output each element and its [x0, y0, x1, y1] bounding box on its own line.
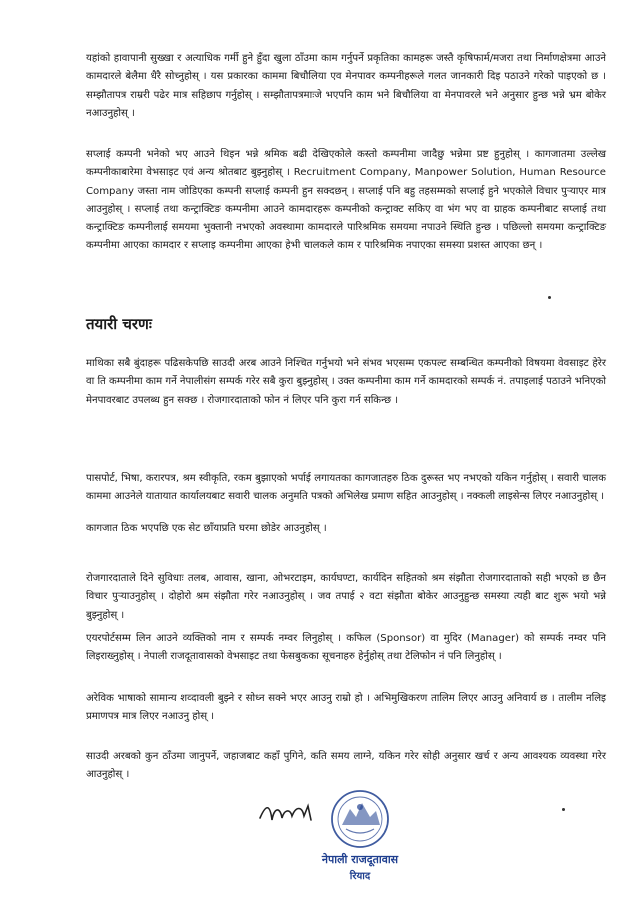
paragraph-documents: पासपोर्ट, भिषा, करारपत्र, श्रम स्वीकृति, रकम बुझाएको भर्पाई लगायतका कागजातहरु ठिक दुरूस्त भए नभएको यकिन गर्नुहोस् । सवारी चालक काममा आउनेले यातायात कार्यालयबाट सवारी चालक अनुमति पत्रको अभिलेख प्रमाण सहित आउनुहोस् । नक्कली लाइसेन्स लिएर नआउनुहोस् ।	[86, 473, 606, 503]
paragraph-supply-company: सप्लाई कम्पनी भनेको भए आउने थिइन भन्ने श्रमिक बढी देखिएकोले कस्तो कम्पनीमा जादैछु भन्नेमा प्रष्ट हुनुहोस् । कागजातमा उल्लेख कम्पनीकाबारेमा वेभसाइट एवं अन्य श्रोतबाट बुझ्नुहोस् । Recruitment Company, Manpower Solution, Human Resource Company जस्ता नाम जोडिएका कम्पनी सप्लाई कम्पनी हुन सक्दछन् । सप्लाई पनि बहु तहसम्मको सप्लाई हुने भएकोले विचार पुऱ्याएर मात्र आउनुहोस् । सप्लाई तथा कन्ट्राक्टिङ कम्पनीमा आउने कामदारहरू कम्पनीको कन्ट्राक्ट सकिए वा भंग भए वा ग्राहक कम्पनीबाट सप्लाई तथा कन्ट्राक्टिङ कम्पनीलाई समयमा भुक्तानी नभएको अवस्थामा कामदारले पारिश्रमिक समयमा नपाउने स्थिति हुन्छ । पछिल्लो समयमा कन्ट्राक्टिङ कम्पनीमा आएका कामदार र सप्लाइ कम्पनीमा आएका हेभी चालकले काम र पारिश्रमिक नपाएका समस्या प्रशस्त आएका छन् ।	[86, 149, 606, 252]
paragraph-research-company: माथिका सबै बुंदाहरू पढिसकेपछि साउदी अरब आउने निश्चित गर्नुभयो भने संभव भएसम्म एकपल्ट सम्बन्धित कम्पनीको विषयमा वेवसाइट हेरेर वा ति कम्पनीमा काम गर्ने नेपालीसंग सम्पर्क गरेर सबै कुरा बुझ्नुहोस् । उक्त कम्पनीमा काम गर्ने कामदारको सम्पर्क नं. तपाइलाई पठाउने भनिएको मेनपावरबाट उपलब्ध हुन सक्छ । रोजगारदाताको फोन नं लिएर पनि कुरा गर्न सकिन्छ ।	[86, 358, 606, 406]
seal-text-line1: नेपाली राजदूतावास	[321, 853, 399, 866]
seal-text-line2: रियाद	[349, 871, 371, 882]
embassy-seal	[312, 785, 422, 895]
paragraph-arabic-training: अरेविक भाषाको सामान्य शव्दावली बुझ्ने र सोध्न सक्ने भएर आउनु राम्रो हो । अभिमुखिकरण तालिम लिएर आउनु अनिवार्य छ । तालीम नलिइ प्रमाणपत्र मात्र लिएर नआउनु होस् ।	[86, 693, 606, 723]
stray-mark	[562, 808, 565, 811]
paragraph-photocopy: कागजात ठिक भएपछि एक सेट छाँयाप्रति घरमा छोडेर आउनुहोस् ।	[86, 523, 327, 534]
paragraph-travel-arrangements: साउदी अरबको कुन ठाँउमा जानुपर्ने, जहाजबाट कहाँ पुगिने, कति समय लाग्ने, यकिन गरेर सोही अनुसार खर्च र अन्य आवश्यक व्यवस्था गरेर आउनुहोस् ।	[86, 751, 606, 781]
paragraph-contacts: एयरपोर्टसम्म लिन आउने व्यक्तिको नाम र सम्पर्क नम्वर लिनुहोस् । कफिल (Sponsor) वा मुदिर (Manager) को सम्पर्क नम्वर पनि लिइराख्नुहोस् । नेपाली राजदूतावासको वेभसाइट तथा फेसबुकका सूचनाहरु हेर्नुहोस् तथा टेलिफोन नं पनि लिनुहोस् ।	[86, 633, 606, 663]
paragraph-labour-agreement: रोजगारदाताले दिने सुविधाः तलब, आवास, खाना, ओभरटाइम, कार्यघण्टा, कार्यदिन सहितको श्रम संझौता रोजगारदाताको सही भएको छ छैन विचार पुऱ्याउनुहोस् । दोहोरो श्रम संझौता गरेर नआउनुहोस् । जव तपाई २ वटा संझौता बोकेर आउनुहुन्छ समस्या त्यही बाट शुरू भयो भन्ने बुझ्नुहोस् ।	[86, 573, 606, 621]
section-heading-preparation: तयारी चरणः	[86, 315, 152, 333]
paragraph-climate-warning: यहांको हावापानी सुख्खा र अत्याधिक गर्मी हुने हुँदा खुला ठाँउमा काम गर्नुपर्ने प्रकृतिका कामहरू जस्तै कृषिफार्म/मजरा तथा निर्माणक्षेत्रमा आउने कामदारले बेलैमा धैरै सोच्नुहोस् । यस प्रकारका काममा बिचौलिया एव मेनपावर कम्पनीहरूले गलत जानकारी दिइ पठाउने गरेको पाइएको छ । सम्झौतापत्र राम्ररी पढेर मात्र सहिछाप गर्नुहोस् । सम्झौतापत्रमाःजे भएपनि काम भने बिचौलिया वा मेनपावरले भने अनुसार हुन्छ भन्ने भ्रम बोकेर नआउनुहोस् ।	[86, 53, 606, 119]
stray-mark	[548, 296, 551, 299]
